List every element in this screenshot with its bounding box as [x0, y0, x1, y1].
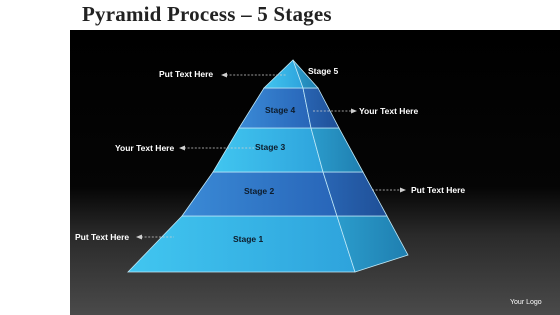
callout-arrow-stage-5: [221, 73, 227, 78]
callout-arrow-stage-4: [351, 109, 357, 114]
callout-text-stage-1: Put Text Here: [75, 232, 130, 242]
stage-3-label: Stage 3: [255, 142, 286, 152]
callout-text-stage-4: Your Text Here: [359, 106, 419, 116]
stage-4-label: Stage 4: [265, 105, 296, 115]
stage-1-front-face: [128, 216, 355, 272]
callout-text-stage-2: Put Text Here: [411, 185, 466, 195]
stage-5-label: Stage 5: [308, 66, 339, 76]
callout-arrow-stage-1: [136, 235, 142, 240]
callout-arrow-stage-3: [179, 146, 185, 151]
stage-1-label: Stage 1: [233, 234, 264, 244]
callout-text-stage-3: Your Text Here: [115, 143, 175, 153]
callout-text-stage-5: Put Text Here: [159, 69, 214, 79]
page-title: Pyramid Process – 5 Stages: [82, 2, 332, 26]
callout-arrow-stage-2: [400, 188, 406, 193]
stage-2-label: Stage 2: [244, 186, 275, 196]
logo-placeholder: Your Logo: [510, 299, 542, 306]
